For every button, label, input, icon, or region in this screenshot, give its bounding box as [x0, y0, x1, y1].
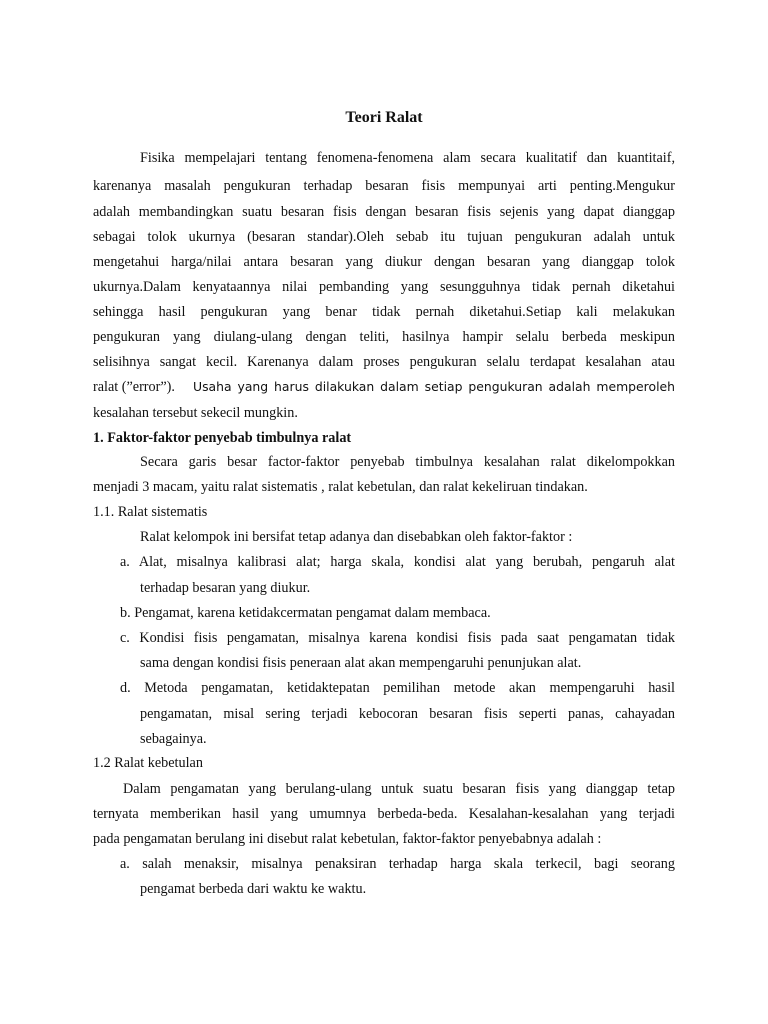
paragraph-line: mengetahui harga/nilai antara besaran yang diukur dengan besaran yang dianggap tolok [93, 254, 675, 270]
list-item-line: a. Alat, misalnya kalibrasi alat; harga skala, kondisi alat yang berubah, pengaruh alat [120, 554, 675, 570]
paragraph-line: pada pengamatan berulang ini disebut ralat kebetulan, faktor-faktor penyebabnya adalah : [93, 831, 602, 847]
subsection-heading: 1.1. Ralat sistematis [93, 504, 208, 520]
list-item-line: a. salah menaksir, misalnya penaksiran terhadap harga skala terkecil, bagi seorang [120, 856, 675, 872]
list-item-line: pengamat berbeda dari waktu ke waktu. [140, 881, 367, 897]
paragraph-line: kesalahan tersebut sekecil mungkin. [93, 405, 298, 421]
list-item-line: sebagainya. [140, 731, 207, 747]
paragraph-line: menjadi 3 macam, yaitu ralat sistematis , ralat kebetulan, dan ralat kekeliruan tindakan. [93, 479, 588, 495]
paragraph-line: Ralat kelompok ini bersifat tetap adanya dan disebabkan oleh faktor-faktor : [140, 529, 573, 545]
subsection-heading: 1.2 Ralat kebetulan [93, 755, 203, 771]
paragraph-line: Usaha yang harus dilakukan dalam setiap pengukuran adalah memperoleh [193, 379, 675, 394]
paragraph-line: pengukuran yang diulang-ulang dengan teliti, hasilnya hampir selalu berbeda meskipun [93, 329, 675, 345]
paragraph-line: ukurnya.Dalam kenyataannya nilai pembanding yang sesungguhnya tidak pernah diketahui [93, 279, 675, 295]
document-title: Teori Ralat [345, 109, 423, 126]
list-item-line: terhadap besaran yang diukur. [140, 580, 311, 596]
list-item-line: sama dengan kondisi fisis peneraan alat akan mempengaruhi penunjukan alat. [140, 655, 582, 671]
paragraph-line: karenanya masalah pengukuran terhadap besaran fisis mempunyai arti penting.Mengukur [93, 178, 675, 194]
paragraph-line: selisihnya sangat kecil. Karenanya dalam proses pengukuran selalu terdapat kesalahan atau [93, 354, 675, 370]
paragraph-line: Secara garis besar factor-faktor penyebab timbulnya kesalahan ralat dikelompokkan [140, 454, 675, 470]
section-heading: 1. Faktor-faktor penyebab timbulnya ralat [93, 430, 352, 446]
list-item-line: pengamatan, misal sering terjadi kebocoran besaran fisis seperti panas, cahayadan [140, 706, 675, 722]
paragraph-line: adalah membandingkan suatu besaran fisis dengan besaran fisis sejenis yang dapat dianggap [93, 204, 675, 220]
paragraph-line: Fisika mempelajari tentang fenomena-fenomena alam secara kualitatif dan kuantitaif, [140, 150, 675, 166]
paragraph-line: sebagai tolok ukurnya (besaran standar).Oleh sebab itu tujuan pengukuran adalah untuk [93, 229, 675, 245]
paragraph-line: sehingga hasil pengukuran yang benar tidak pernah diketahui.Setiap kali melakukan [93, 304, 675, 320]
list-item-line: b. Pengamat, karena ketidakcermatan pengamat dalam membaca. [120, 605, 491, 621]
list-item-line: c. Kondisi fisis pengamatan, misalnya karena kondisi fisis pada saat pengamatan tidak [120, 630, 675, 646]
paragraph-line: ternyata memberikan hasil yang umumnya berbeda-beda. Kesalahan-kesalahan yang terjadi [93, 806, 675, 822]
paragraph-line: ralat (”error”). [93, 379, 175, 395]
list-item-line: d. Metoda pengamatan, ketidaktepatan pemilihan metode akan mempengaruhi hasil [120, 680, 675, 696]
paragraph-line: Dalam pengamatan yang berulang-ulang untuk suatu besaran fisis yang dianggap tetap [123, 781, 675, 797]
